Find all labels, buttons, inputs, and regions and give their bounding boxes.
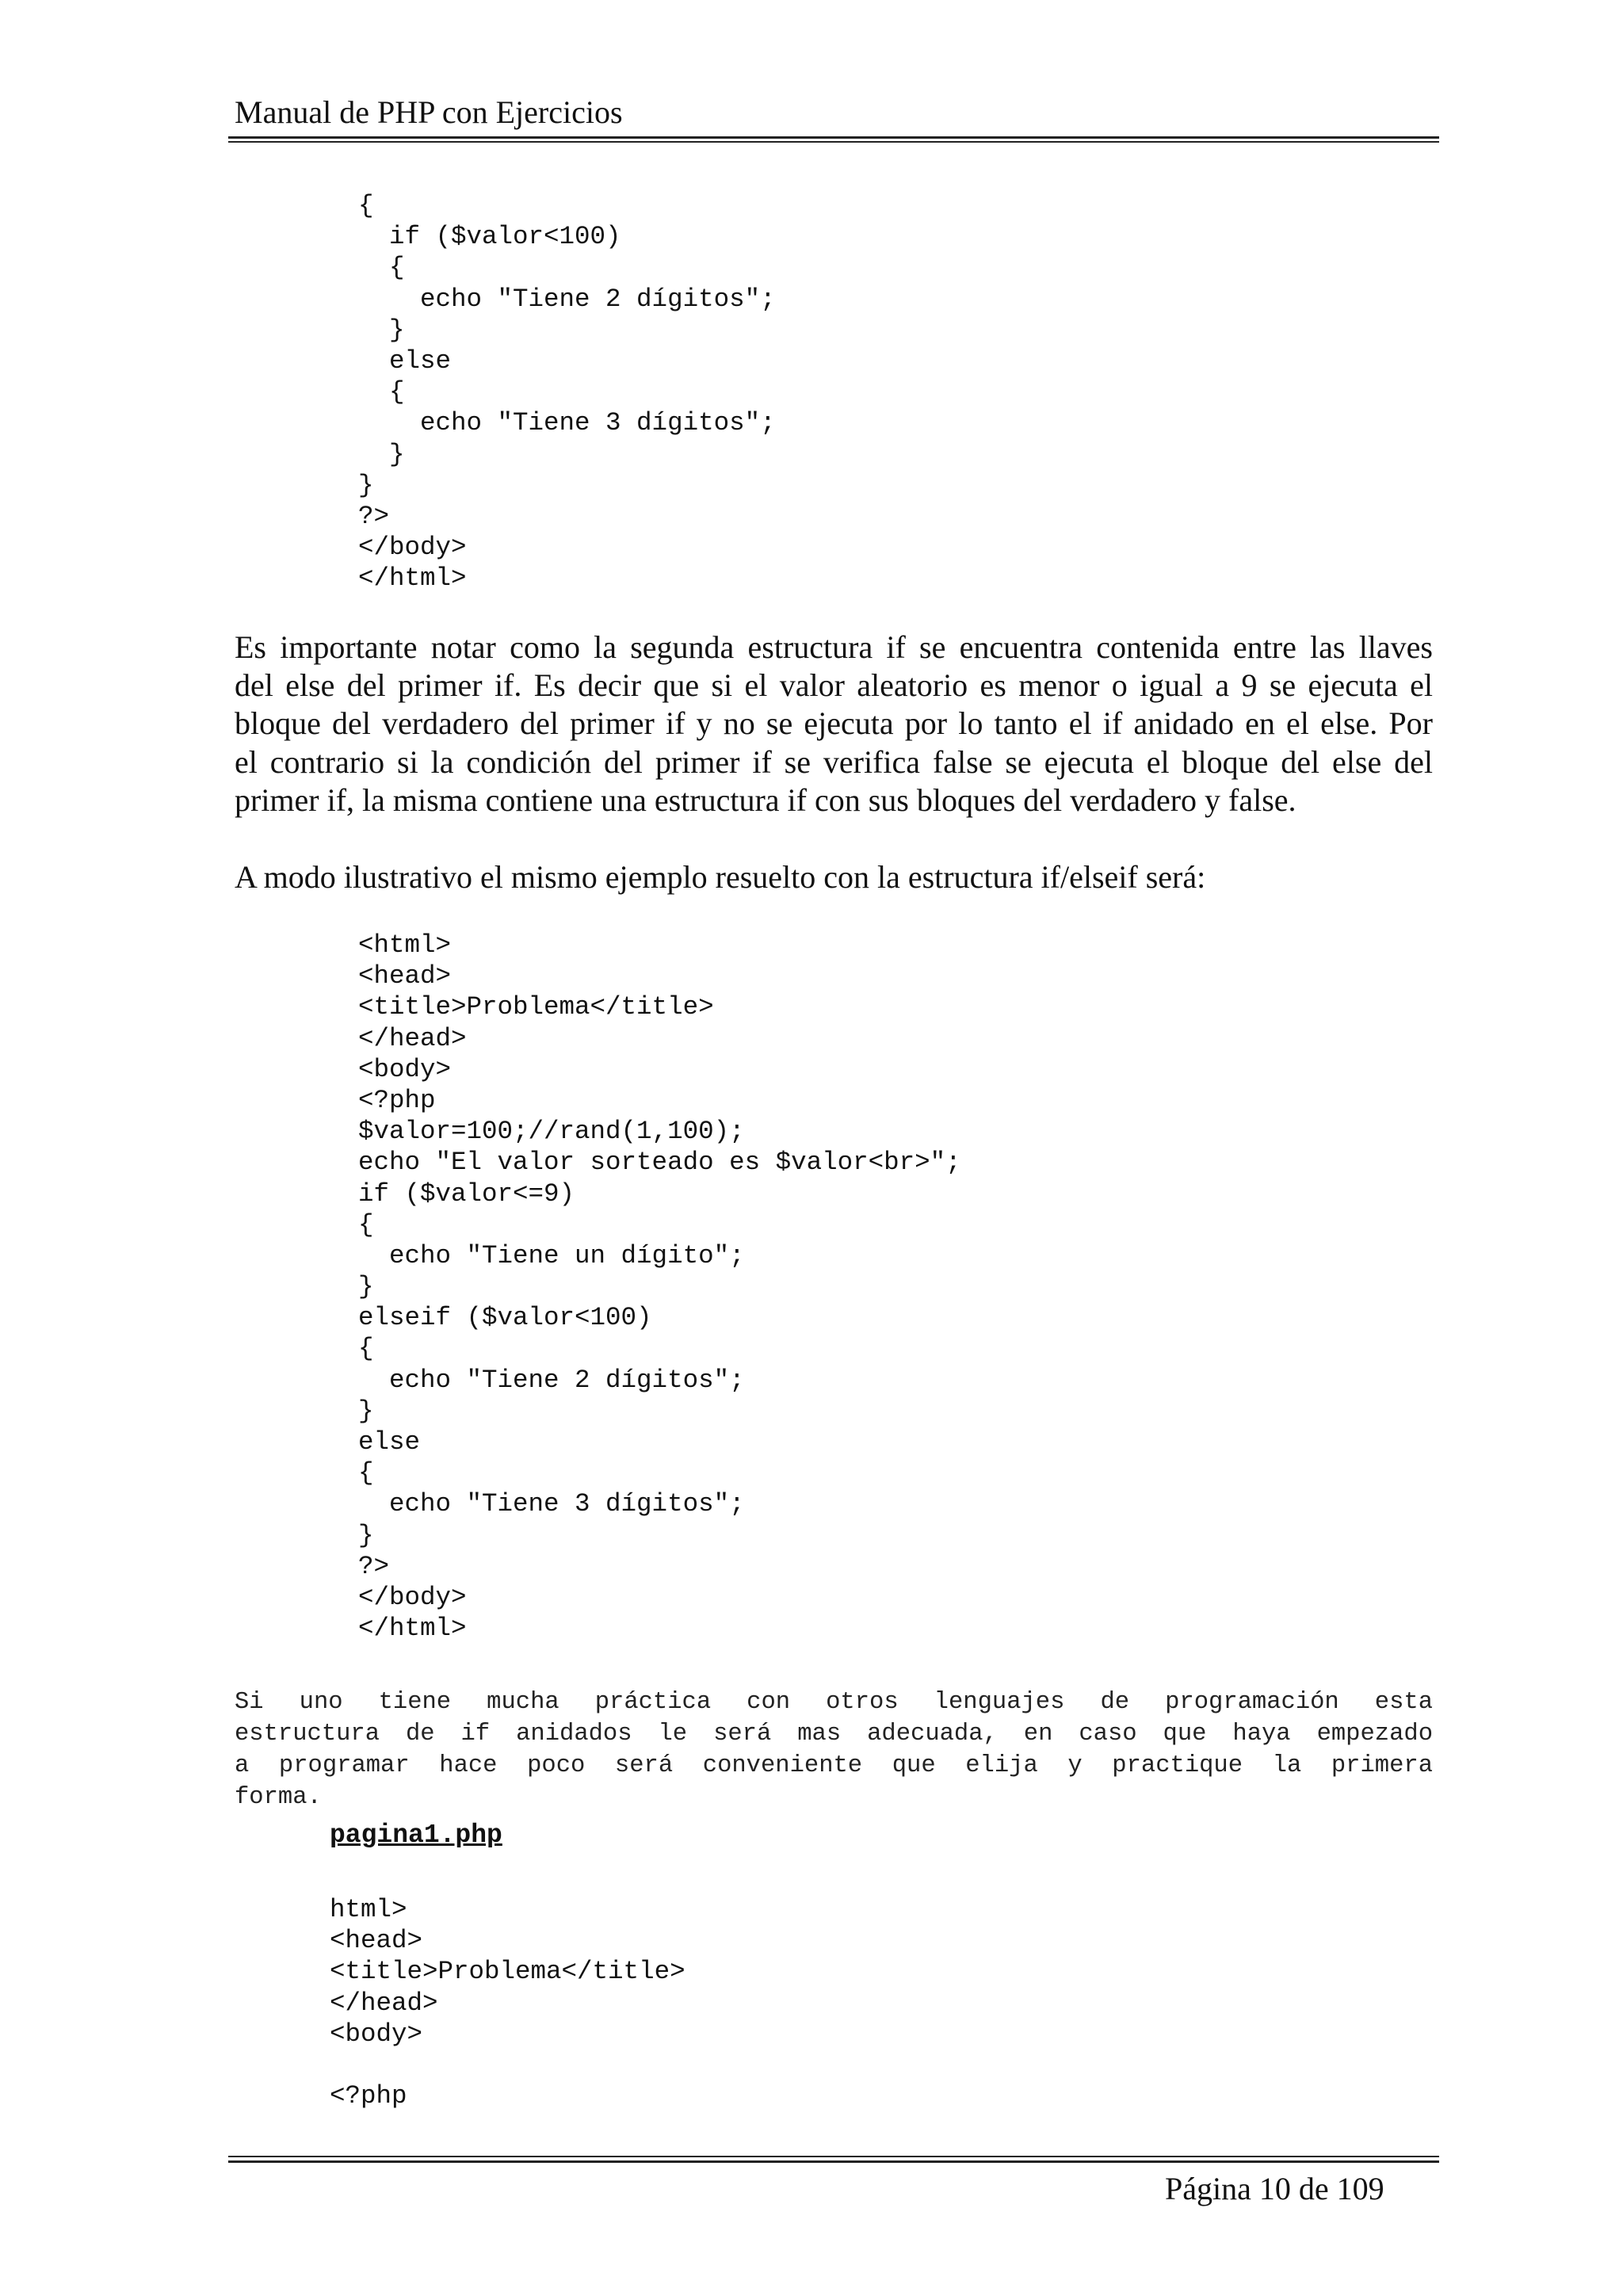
code-block-2-line: echo "Tiene un dígito"; bbox=[358, 1240, 745, 1270]
code-block-2-line: } bbox=[358, 1272, 374, 1302]
paragraph-elseif-intro bbox=[235, 858, 1433, 896]
header-rule-top bbox=[228, 136, 1439, 139]
footer-rule-bottom bbox=[228, 2160, 1439, 2163]
note-line: forma. bbox=[235, 1784, 322, 1811]
code-block-2-line: ?> bbox=[358, 1551, 390, 1581]
code-block-1-line: { bbox=[358, 191, 374, 220]
code-block-3-line bbox=[330, 2050, 685, 2080]
paragraph-1-line: del else del primer if. Es decir que si el valor aleatorio es menor o igual a 9 se ejecuta el bbox=[235, 667, 1433, 704]
code-block-1-line: ?> bbox=[358, 501, 390, 531]
page-number: Página 10 de 109 bbox=[1165, 2171, 1384, 2206]
paragraph-nested-if-explanation bbox=[235, 628, 1433, 819]
code-block-3-line: html> bbox=[330, 1895, 407, 1924]
header-rule-bottom bbox=[228, 141, 1439, 143]
footer-rule-top bbox=[228, 2156, 1439, 2157]
code-block-2-line: <html> bbox=[358, 930, 452, 960]
note-line: a programar hace poco será conveniente que elija y practique la primera bbox=[235, 1752, 1433, 1779]
code-block-1-line: echo "Tiene 2 dígitos"; bbox=[358, 284, 776, 314]
code-block-1 bbox=[358, 190, 776, 594]
code-block-2-line: { bbox=[358, 1334, 374, 1364]
code-block-3-line: <title>Problema</title> bbox=[330, 1957, 685, 1987]
code-block-1-line: } bbox=[358, 470, 374, 500]
paragraph-1-line: Es importante notar como la segunda estructura if se encuentra contenida entre las llaves bbox=[235, 629, 1433, 665]
file-heading-pagina1: pagina1.php bbox=[330, 1820, 502, 1850]
code-block-1-line: } bbox=[358, 315, 405, 345]
code-block-2 bbox=[358, 930, 961, 1644]
code-block-3 bbox=[330, 1894, 685, 2111]
paragraph-1-line: bloque del verdadero del primer if y no se ejecuta por lo tanto el if anidado en el else. Por bbox=[235, 705, 1433, 742]
code-block-1-line: echo "Tiene 3 dígitos"; bbox=[358, 408, 776, 438]
code-block-1-line: { bbox=[358, 377, 405, 407]
code-block-1-line: else bbox=[358, 346, 452, 376]
code-block-2-line: <?php bbox=[358, 1085, 436, 1115]
code-block-2-line: if ($valor<=9) bbox=[358, 1179, 575, 1209]
code-block-3-line: <head> bbox=[330, 1926, 423, 1956]
code-block-3-line: </head> bbox=[330, 1988, 438, 2018]
code-block-1-line: { bbox=[358, 253, 405, 283]
practice-note bbox=[235, 1687, 1433, 1813]
code-block-2-line: else bbox=[358, 1427, 421, 1457]
code-block-2-line: echo "El valor sorteado es $valor<br>"; bbox=[358, 1148, 961, 1178]
note-line: Si uno tiene mucha práctica con otros lenguajes de programación esta bbox=[235, 1689, 1433, 1716]
code-block-2-line: } bbox=[358, 1520, 374, 1550]
code-block-1-line: </body> bbox=[358, 533, 467, 563]
code-block-2-line: echo "Tiene 3 dígitos"; bbox=[358, 1489, 745, 1519]
paragraph-1-line: el contrario si la condición del primer if se verifica false se ejecuta el bloque del else del bbox=[235, 743, 1433, 780]
code-block-3-line: <?php bbox=[330, 2081, 407, 2111]
code-block-1-line: if ($valor<100) bbox=[358, 222, 621, 252]
code-block-1-line: </html> bbox=[358, 563, 467, 594]
code-block-2-line: } bbox=[358, 1396, 374, 1426]
code-block-2-line: elseif ($valor<100) bbox=[358, 1303, 652, 1333]
code-block-2-line: <head> bbox=[358, 961, 452, 991]
paragraph-elseif-intro-text: A modo ilustrativo el mismo ejemplo resuelto con la estructura if/elseif será: bbox=[235, 859, 1206, 895]
code-block-2-line: { bbox=[358, 1209, 374, 1240]
code-block-2-line: echo "Tiene 2 dígitos"; bbox=[358, 1365, 745, 1395]
code-block-2-line: { bbox=[358, 1458, 374, 1488]
code-block-2-line: </body> bbox=[358, 1582, 467, 1612]
code-block-2-line: $valor=100;//rand(1,100); bbox=[358, 1117, 745, 1147]
code-block-2-line: </head> bbox=[358, 1023, 467, 1053]
note-line: estructura de if anidados le será mas adecuada, en caso que haya empezado bbox=[235, 1721, 1433, 1748]
paragraph-1-line: primer if, la misma contiene una estructura if con sus bloques del verdadero y false. bbox=[235, 781, 1296, 818]
code-block-2-line: </html> bbox=[358, 1614, 467, 1644]
code-block-2-line: <title>Problema</title> bbox=[358, 992, 714, 1022]
code-block-1-line: } bbox=[358, 439, 405, 469]
document-title: Manual de PHP con Ejercicios bbox=[235, 94, 623, 130]
code-block-2-line: <body> bbox=[358, 1054, 452, 1084]
code-block-3-line: <body> bbox=[330, 2019, 423, 2049]
